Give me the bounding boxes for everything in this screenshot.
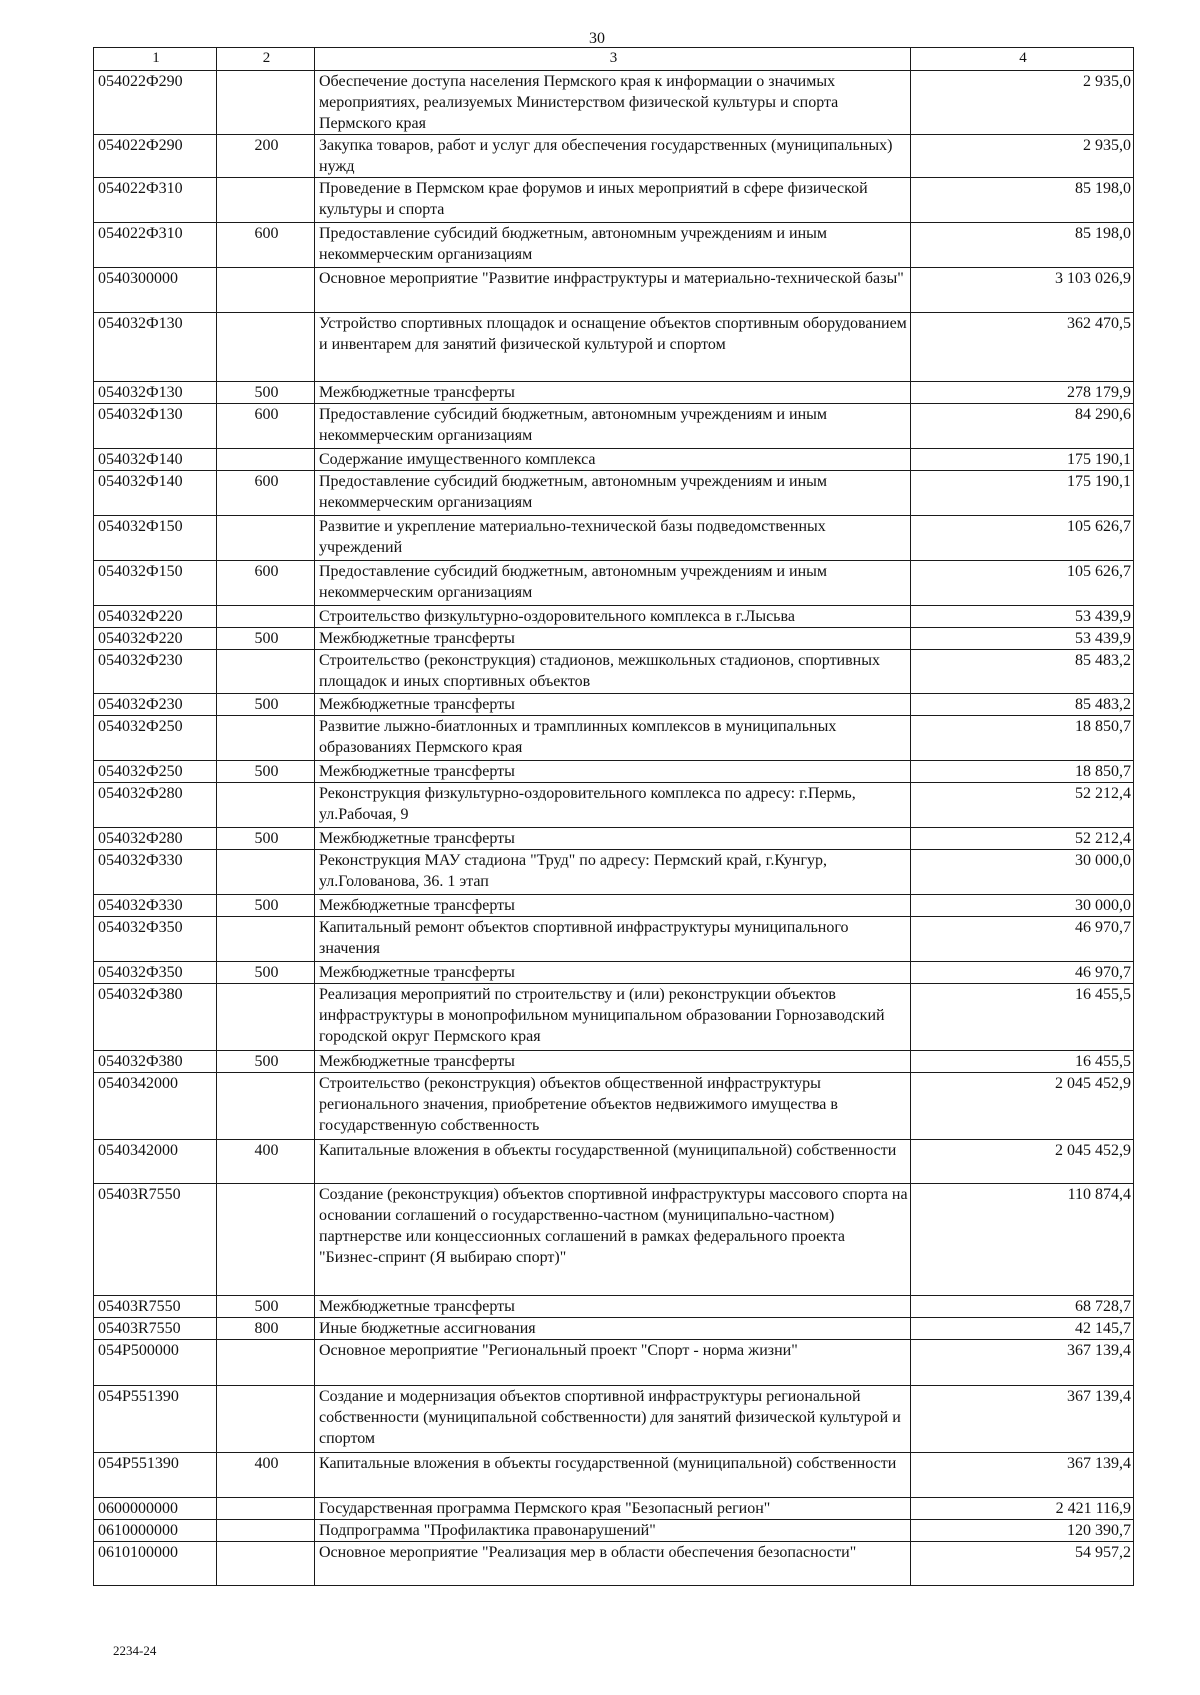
row-name: Строительство физкультурно-оздоровительного комплекса в г.Лысьва <box>315 606 911 628</box>
row-name: Межбюджетные трансферты <box>315 962 911 984</box>
row-amount: 53 439,9 <box>911 628 1134 650</box>
row-name: Устройство спортивных площадок и оснащение объектов спортивным оборудованием и инвентарем для занятий физической культурой и спортом <box>315 313 911 382</box>
row-amount: 2 045 452,9 <box>911 1140 1134 1184</box>
row-expense-kind: 800 <box>217 1318 315 1340</box>
row-amount: 85 198,0 <box>911 223 1134 268</box>
row-amount: 175 190,1 <box>911 471 1134 516</box>
row-amount: 367 139,4 <box>911 1386 1134 1453</box>
row-name: Капитальные вложения в объекты государственной (муниципальной) собственности <box>315 1453 911 1498</box>
row-expense-kind: 500 <box>217 1296 315 1318</box>
row-amount: 2 935,0 <box>911 71 1134 135</box>
row-expense-kind <box>217 650 315 694</box>
row-code: 054032Ф220 <box>94 628 217 650</box>
row-code: 054032Ф380 <box>94 984 217 1051</box>
row-expense-kind: 600 <box>217 561 315 606</box>
row-expense-kind <box>217 1340 315 1386</box>
row-name: Предоставление субсидий бюджетным, автономным учреждениям и иным некоммерческим организациям <box>315 223 911 268</box>
table-row <box>94 606 1134 628</box>
row-expense-kind <box>217 716 315 761</box>
table-row <box>94 1520 1134 1542</box>
row-name: Межбюджетные трансферты <box>315 382 911 404</box>
row-expense-kind <box>217 178 315 223</box>
row-amount: 84 290,6 <box>911 404 1134 449</box>
row-name: Реализация мероприятий по строительству и (или) реконструкции объектов инфраструктуры в монопрофильном муниципальном образовании Горнозаводский городской округ Пермского края <box>315 984 911 1051</box>
row-name: Закупка товаров, работ и услуг для обеспечения государственных (муниципальных) нужд <box>315 135 911 178</box>
row-expense-kind: 500 <box>217 895 315 917</box>
row-name: Межбюджетные трансферты <box>315 1051 911 1073</box>
row-expense-kind: 500 <box>217 382 315 404</box>
table-row <box>94 449 1134 471</box>
table-row <box>94 178 1134 223</box>
row-name: Капитальные вложения в объекты государственной (муниципальной) собственности <box>315 1140 911 1184</box>
table-row <box>94 917 1134 962</box>
row-amount: 18 850,7 <box>911 716 1134 761</box>
table-row <box>94 1073 1134 1140</box>
row-amount: 16 455,5 <box>911 984 1134 1051</box>
column-header-code: 1 <box>94 48 217 71</box>
table-row <box>94 895 1134 917</box>
row-name: Межбюджетные трансферты <box>315 895 911 917</box>
row-name: Предоставление субсидий бюджетным, автономным учреждениям и иным некоммерческим организациям <box>315 404 911 449</box>
table-row <box>94 850 1134 895</box>
row-code: 054032Ф350 <box>94 962 217 984</box>
table-row <box>94 1318 1134 1340</box>
document-footer-code: 2234-24 <box>113 1643 157 1658</box>
row-expense-kind: 600 <box>217 223 315 268</box>
row-name: Иные бюджетные ассигнования <box>315 1318 911 1340</box>
row-expense-kind: 500 <box>217 628 315 650</box>
row-name: Создание (реконструкция) объектов спортивной инфраструктуры массового спорта на основании соглашений о государственно-частном (муниципально-частном) партнерстве или концессионных соглашений в рамках федерального проекта "Бизнес-спринт (Я выбираю спорт)" <box>315 1184 911 1296</box>
row-code: 054P551390 <box>94 1386 217 1453</box>
row-name: Межбюджетные трансферты <box>315 628 911 650</box>
table-row <box>94 716 1134 761</box>
row-amount: 2 045 452,9 <box>911 1073 1134 1140</box>
row-amount: 175 190,1 <box>911 449 1134 471</box>
table-row <box>94 650 1134 694</box>
table-body <box>94 71 1134 1586</box>
row-amount: 362 470,5 <box>911 313 1134 382</box>
row-code: 0540300000 <box>94 268 217 313</box>
row-name: Межбюджетные трансферты <box>315 694 911 716</box>
table-row <box>94 984 1134 1051</box>
row-expense-kind <box>217 606 315 628</box>
table-row <box>94 404 1134 449</box>
row-code: 054032Ф140 <box>94 471 217 516</box>
row-expense-kind <box>217 1386 315 1453</box>
row-code: 054032Ф220 <box>94 606 217 628</box>
table-row <box>94 1296 1134 1318</box>
row-code: 054022Ф290 <box>94 135 217 178</box>
row-code: 054022Ф310 <box>94 223 217 268</box>
row-expense-kind <box>217 71 315 135</box>
table-row <box>94 962 1134 984</box>
table-row <box>94 1340 1134 1386</box>
row-expense-kind: 600 <box>217 404 315 449</box>
row-expense-kind <box>217 1498 315 1520</box>
budget-table <box>93 47 1134 1586</box>
row-expense-kind: 400 <box>217 1453 315 1498</box>
row-amount: 68 728,7 <box>911 1296 1134 1318</box>
row-name: Создание и модернизация объектов спортивной инфраструктуры региональной собственности (муниципальной собственности) для занятий физической культурой и спортом <box>315 1386 911 1453</box>
row-expense-kind <box>217 1073 315 1140</box>
row-amount: 85 483,2 <box>911 650 1134 694</box>
row-amount: 2 935,0 <box>911 135 1134 178</box>
row-code: 054032Ф250 <box>94 761 217 783</box>
row-name: Реконструкция физкультурно-оздоровительного комплекса по адресу: г.Пермь, ул.Рабочая, 9 <box>315 783 911 828</box>
row-expense-kind: 600 <box>217 471 315 516</box>
row-code: 054032Ф250 <box>94 716 217 761</box>
row-expense-kind: 500 <box>217 962 315 984</box>
page-number <box>0 30 1200 48</box>
row-name: Предоставление субсидий бюджетным, автономным учреждениям и иным некоммерческим организациям <box>315 561 911 606</box>
row-amount: 53 439,9 <box>911 606 1134 628</box>
row-code: 054022Ф310 <box>94 178 217 223</box>
row-expense-kind <box>217 984 315 1051</box>
row-code: 054032Ф280 <box>94 783 217 828</box>
row-name: Основное мероприятие "Региональный проект "Спорт - норма жизни" <box>315 1340 911 1386</box>
row-name: Подпрограмма "Профилактика правонарушений" <box>315 1520 911 1542</box>
row-amount: 105 626,7 <box>911 516 1134 561</box>
table-row <box>94 1453 1134 1498</box>
row-name: Строительство (реконструкция) стадионов, межшкольных стадионов, спортивных площадок и иных спортивных объектов <box>315 650 911 694</box>
row-code: 0600000000 <box>94 1498 217 1520</box>
row-expense-kind <box>217 313 315 382</box>
table-row <box>94 761 1134 783</box>
row-code: 054032Ф150 <box>94 516 217 561</box>
table-row <box>94 828 1134 850</box>
row-name: Строительство (реконструкция) объектов общественной инфраструктуры регионального значения, приобретение объектов недвижимого имущества в государственную собственность <box>315 1073 911 1140</box>
table-row <box>94 1498 1134 1520</box>
table-row <box>94 1184 1134 1296</box>
row-code: 054032Ф380 <box>94 1051 217 1073</box>
row-expense-kind <box>217 1184 315 1296</box>
row-name: Развитие лыжно-биатлонных и трамплинных комплексов в муниципальных образованиях Пермского края <box>315 716 911 761</box>
row-amount: 2 421 116,9 <box>911 1498 1134 1520</box>
row-code: 05403R7550 <box>94 1318 217 1340</box>
row-amount: 85 198,0 <box>911 178 1134 223</box>
row-code: 054032Ф230 <box>94 650 217 694</box>
table-row <box>94 471 1134 516</box>
row-amount: 85 483,2 <box>911 694 1134 716</box>
row-amount: 30 000,0 <box>911 850 1134 895</box>
row-amount: 278 179,9 <box>911 382 1134 404</box>
row-expense-kind <box>217 850 315 895</box>
table-row <box>94 313 1134 382</box>
row-expense-kind: 500 <box>217 1051 315 1073</box>
row-code: 054032Ф330 <box>94 850 217 895</box>
row-name: Развитие и укрепление материально-технической базы подведомственных учреждений <box>315 516 911 561</box>
row-amount: 16 455,5 <box>911 1051 1134 1073</box>
row-amount: 42 145,7 <box>911 1318 1134 1340</box>
row-amount: 54 957,2 <box>911 1542 1134 1586</box>
row-name: Межбюджетные трансферты <box>315 828 911 850</box>
row-code: 054032Ф150 <box>94 561 217 606</box>
table-header <box>94 48 1134 71</box>
row-code: 054032Ф350 <box>94 917 217 962</box>
row-amount: 105 626,7 <box>911 561 1134 606</box>
table-row <box>94 223 1134 268</box>
row-amount: 52 212,4 <box>911 828 1134 850</box>
row-expense-kind <box>217 1542 315 1586</box>
row-code: 054032Ф130 <box>94 404 217 449</box>
table-row <box>94 628 1134 650</box>
row-code: 054032Ф130 <box>94 382 217 404</box>
row-name: Основное мероприятие "Реализация мер в области обеспечения безопасности" <box>315 1542 911 1586</box>
row-amount: 46 970,7 <box>911 962 1134 984</box>
table-row <box>94 268 1134 313</box>
row-expense-kind <box>217 449 315 471</box>
row-amount: 367 139,4 <box>911 1340 1134 1386</box>
row-code: 054032Ф330 <box>94 895 217 917</box>
row-amount: 110 874,4 <box>911 1184 1134 1296</box>
row-name: Реконструкция МАУ стадиона "Труд" по адресу: Пермский край, г.Кунгур, ул.Голованова, 36. 1 этап <box>315 850 911 895</box>
row-code: 05403R7550 <box>94 1296 217 1318</box>
row-name: Межбюджетные трансферты <box>315 1296 911 1318</box>
row-code: 0610100000 <box>94 1542 217 1586</box>
row-name: Обеспечение доступа населения Пермского края к информации о значимых мероприятиях, реализуемых Министерством физической культуры и спорта Пермского края <box>315 71 911 135</box>
row-code: 054P551390 <box>94 1453 217 1498</box>
row-code: 05403R7550 <box>94 1184 217 1296</box>
row-expense-kind: 500 <box>217 694 315 716</box>
row-expense-kind: 400 <box>217 1140 315 1184</box>
table-row <box>94 135 1134 178</box>
row-code: 054032Ф140 <box>94 449 217 471</box>
row-code: 054P500000 <box>94 1340 217 1386</box>
column-header-amount: 4 <box>911 48 1134 71</box>
row-code: 054032Ф130 <box>94 313 217 382</box>
row-expense-kind <box>217 917 315 962</box>
header-row <box>94 48 1134 71</box>
row-amount: 3 103 026,9 <box>911 268 1134 313</box>
row-expense-kind: 500 <box>217 828 315 850</box>
row-amount: 46 970,7 <box>911 917 1134 962</box>
table-row <box>94 1542 1134 1586</box>
column-header-name: 3 <box>315 48 911 71</box>
row-name: Капитальный ремонт объектов спортивной инфраструктуры муниципального значения <box>315 917 911 962</box>
table-row <box>94 516 1134 561</box>
table-row <box>94 561 1134 606</box>
row-expense-kind <box>217 1520 315 1542</box>
row-name: Проведение в Пермском крае форумов и иных мероприятий в сфере физической культуры и спорта <box>315 178 911 223</box>
table-row <box>94 1051 1134 1073</box>
table-row <box>94 71 1134 135</box>
row-name: Основное мероприятие "Развитие инфраструктуры и материально-технической базы" <box>315 268 911 313</box>
row-name: Содержание имущественного комплекса <box>315 449 911 471</box>
row-code: 054022Ф290 <box>94 71 217 135</box>
table-row <box>94 382 1134 404</box>
row-expense-kind: 500 <box>217 761 315 783</box>
page-number-text: 30 <box>589 30 605 47</box>
row-name: Государственная программа Пермского края "Безопасный регион" <box>315 1498 911 1520</box>
row-expense-kind <box>217 268 315 313</box>
row-code: 0540342000 <box>94 1073 217 1140</box>
row-amount: 52 212,4 <box>911 783 1134 828</box>
row-name: Предоставление субсидий бюджетным, автономным учреждениям и иным некоммерческим организациям <box>315 471 911 516</box>
row-expense-kind <box>217 783 315 828</box>
table-row <box>94 1386 1134 1453</box>
row-amount: 367 139,4 <box>911 1453 1134 1498</box>
row-name: Межбюджетные трансферты <box>315 761 911 783</box>
row-code: 0610000000 <box>94 1520 217 1542</box>
row-code: 0540342000 <box>94 1140 217 1184</box>
row-expense-kind: 200 <box>217 135 315 178</box>
row-amount: 18 850,7 <box>911 761 1134 783</box>
row-code: 054032Ф230 <box>94 694 217 716</box>
column-header-kind: 2 <box>217 48 315 71</box>
row-amount: 120 390,7 <box>911 1520 1134 1542</box>
row-amount: 30 000,0 <box>911 895 1134 917</box>
table-row <box>94 1140 1134 1184</box>
table-row <box>94 694 1134 716</box>
row-code: 054032Ф280 <box>94 828 217 850</box>
row-expense-kind <box>217 516 315 561</box>
table-row <box>94 783 1134 828</box>
